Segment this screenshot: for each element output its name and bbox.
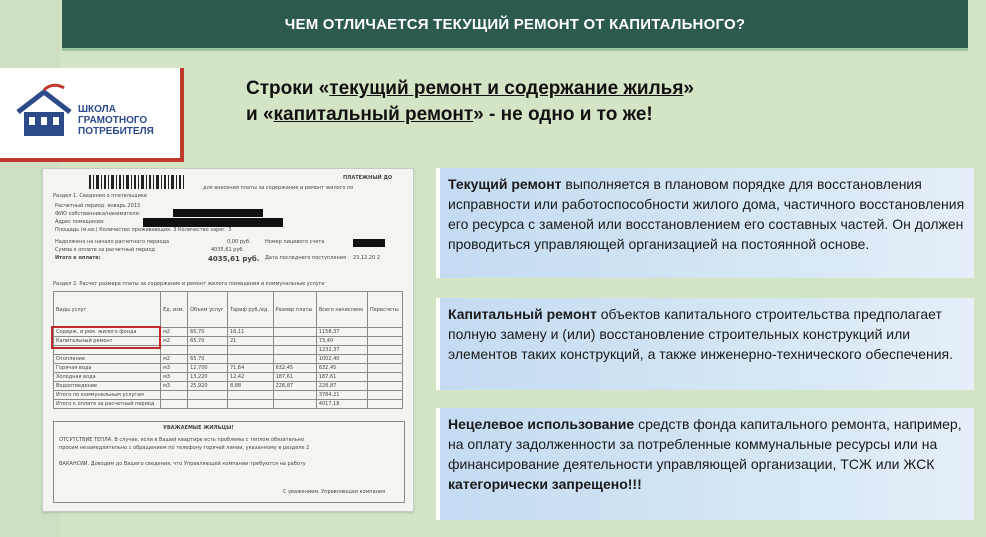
table-row: Холодная вода м3 13,220 12,42 187,61 187,61: [54, 373, 403, 382]
table-header-row: [54, 292, 403, 328]
doc-debt: Надолжено на начало расчетного периода: [55, 239, 170, 245]
logo-line-3: ПОТРЕБИТЕЛЯ: [78, 126, 154, 137]
col-service: Виды услуг: [54, 292, 161, 328]
panel-current-repair-text: Текущий ремонт выполняется в плановом порядке для восстановления исправности или работоспособности жилого дома, частичного восстановления его ресурса с заменой или восстановлением его составных частей. Он должен проводиться управляющей организацией на постоянной основе.: [448, 176, 965, 252]
table-row: Содерж. и рем. жилого фонда м2 65,70 16,11 1158,37: [54, 328, 403, 337]
table-row: Горячая вода м3 12,700 71,64 632,45 632,45: [54, 364, 403, 373]
title-line-2: и «капитальный ремонт» - не одно и то же!: [246, 104, 653, 125]
highlight-box: [51, 326, 161, 349]
doc-area: Площадь (м.кв.) Количество проживающих: 3 Количество зарег. 3: [55, 227, 232, 233]
col-tariff: Тариф руб./ед.: [227, 292, 273, 328]
notice-line-1: ОТСУТСТВИЕ ТЕПЛА. В случае, если в Вашей квартире есть проблемы с теплом обязательно: [59, 437, 305, 443]
doc-last-pay-value: 23.12.20 2: [353, 255, 381, 261]
slide-title: ЧЕМ ОТЛИЧАЕТСЯ ТЕКУЩИЙ РЕМОНТ ОТ КАПИТАЛЬНОГО?: [284, 15, 746, 33]
panel-misuse: [436, 408, 974, 520]
logo-text: [78, 104, 174, 137]
col-unit: Ед. изм.: [161, 292, 188, 328]
doc-signature: С уважением, Управляющая компания: [283, 489, 386, 495]
panel-accent: [436, 408, 440, 520]
doc-last-pay: Дата последнего поступления: [265, 255, 346, 261]
redaction-bar: [353, 239, 385, 247]
panel-capital-repair: [436, 298, 974, 390]
col-calc: Размер платы: [273, 292, 316, 328]
doc-section-2: Раздел 2. Расчет размера платы за содержание и ремонт жилого помещения и коммунальные услуги: [53, 281, 325, 287]
charges-table: [53, 291, 403, 409]
doc-header-sub: для внесения платы за содержание и ремонт жилого по: [203, 185, 354, 191]
panel-misuse-text: Нецелевое использование средств фонда капитального ремонта, например, на оплату задолженности за потребленные коммунальные ресурсы или на финансирование деятельности управляющей организации, ТСЖ или ЖСК категорически запрещено!!!: [448, 416, 962, 492]
panel-accent: [436, 168, 440, 278]
redaction-bar: [173, 209, 263, 217]
title-line-1: Строки «текущий ремонт и содержание жилья»: [246, 78, 694, 99]
doc-section-1: Раздел 1. Сведения о плательщике: [53, 193, 147, 199]
logo-line-1: ШКОЛА: [78, 104, 116, 115]
logo-box: [0, 68, 184, 162]
logo-line-2: ГРАМОТНОГО: [78, 115, 148, 126]
school-logo: [14, 82, 174, 152]
table-row: Капитальный ремонт м2 65,70 21 73,40: [54, 337, 403, 346]
table-row: Отопление м2 65,70 1002,40: [54, 355, 403, 364]
doc-header-right: ПЛАТЕЖНЫЙ ДО: [343, 175, 393, 181]
notice-line-2: просим незамедлительно с обращением по телефону горячей линии, указанному в разделе 2: [59, 445, 310, 451]
doc-sum-value: 4035,61 руб.: [211, 247, 245, 253]
doc-total: Итого к оплате:: [55, 255, 101, 261]
table-row: Итого к оплате за расчетный период 4017,18: [54, 400, 403, 409]
slide-header: [62, 0, 968, 48]
doc-total-value: 4035,61 руб.: [208, 255, 260, 263]
table-row: Водоотведение м3 25,920 8,88 228,87 228,87: [54, 382, 403, 391]
col-recalc: Пересчеты: [368, 292, 403, 328]
doc-period: Расчетный период: январь 2013: [55, 203, 141, 209]
redaction-bar: [143, 218, 283, 227]
notice-line-3: ВАКАНСИИ. Доводим до Вашего сведения, что Управляющей компании требуются на работу: [59, 461, 306, 467]
col-total: Всего начислено: [316, 292, 367, 328]
doc-address: Адрес помещения:: [55, 219, 105, 225]
header-divider: [62, 48, 968, 51]
payment-document-image: [42, 168, 414, 512]
doc-fio: ФИО собственника/нанимателя:: [55, 211, 141, 217]
main-title: [246, 76, 806, 128]
doc-debt-value: 0,00 руб.: [227, 239, 251, 245]
notice-title: УВАЖАЕМЫЕ ЖИЛЬЦЫ!: [163, 425, 234, 431]
panel-current-repair: [436, 168, 974, 278]
col-volume: Объем услуг: [188, 292, 228, 328]
table-row: 1232,37: [54, 346, 403, 355]
doc-sum: Сумма к оплате за расчетный период: [55, 247, 156, 253]
panel-accent: [436, 298, 440, 390]
barcode-icon: [89, 175, 185, 189]
house-icon: [14, 82, 74, 142]
panel-capital-repair-text: Капитальный ремонт объектов капитального строительства предполагает полную замену и (или) восстановление строительных конструкций или элементов таких конструкций, а также инженерно-технического обеспечения.: [448, 306, 953, 362]
table-row: Итого по коммунальным услугам 3784,21: [54, 391, 403, 400]
doc-account: Номер лицевого счета: [265, 239, 325, 245]
